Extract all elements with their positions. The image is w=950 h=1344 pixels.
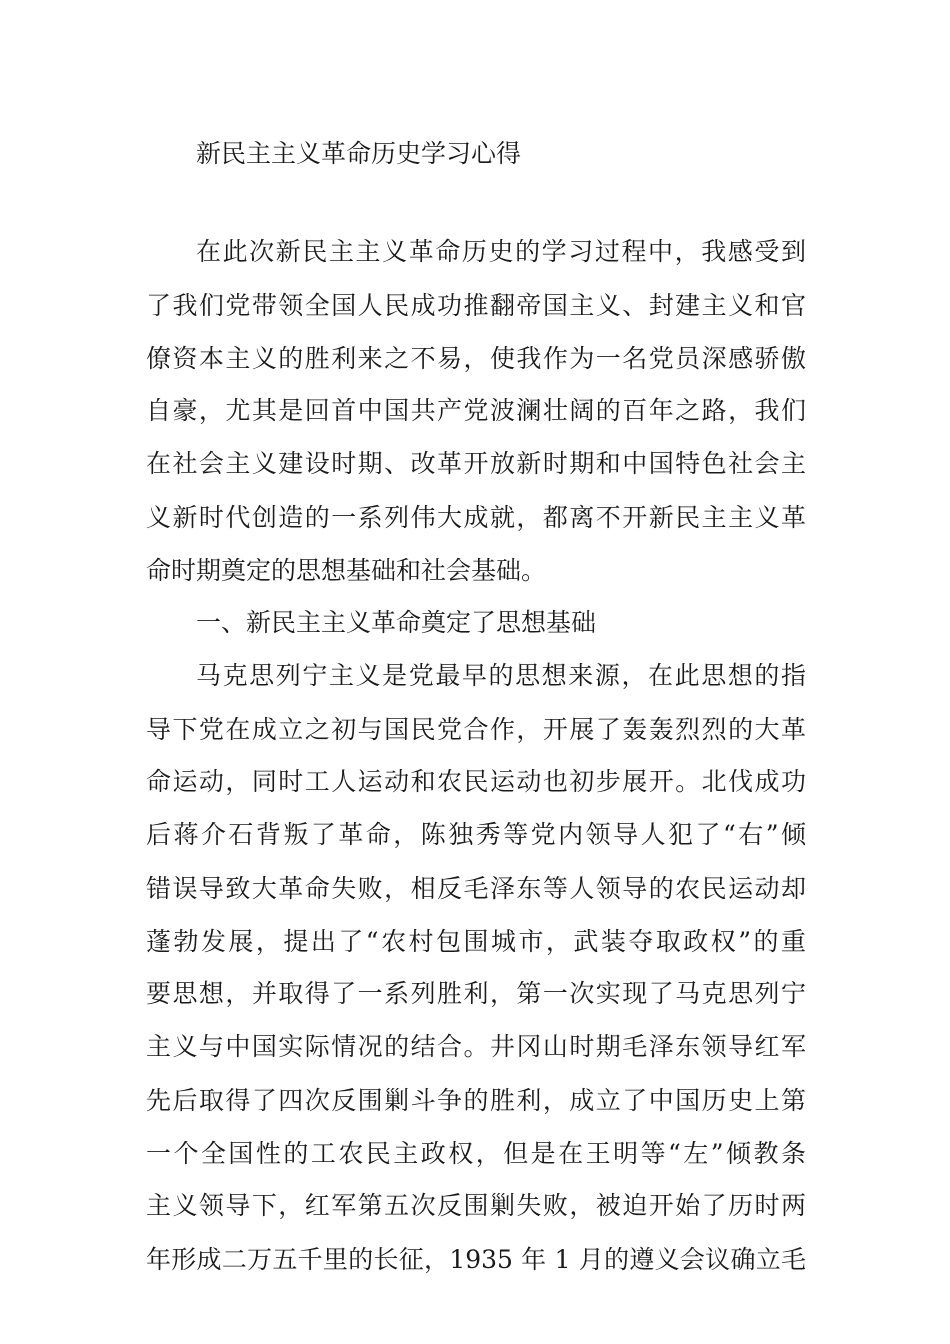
- paragraph-line: 僚资本主义的胜利来之不易，使我作为一名党员深感骄傲: [146, 344, 806, 373]
- paragraph-line: 年形成二万五千里的长征，1935 年 1 月的遵义会议确立毛: [146, 1245, 806, 1274]
- paragraph-line: 先后取得了四次反围剿斗争的胜利，成立了中国历史上第: [146, 1086, 806, 1115]
- paragraph-line: 导下党在成立之初与国民党合作，开展了轰轰烈烈的大革: [146, 715, 806, 744]
- section-heading: 一、新民主主义革命奠定了思想基础: [196, 608, 597, 637]
- paragraph-line: 自豪，尤其是回首中国共产党波澜壮阔的百年之路，我们: [146, 396, 806, 425]
- paragraph-line: 后蒋介石背叛了革命，陈独秀等党内领导人犯了“右”倾: [146, 820, 806, 849]
- paragraph-line: 马克思列宁主义是党最早的思想来源，在此思想的指: [196, 661, 806, 690]
- paragraph-line: 主义领导下，红军第五次反围剿失败，被迫开始了历时两: [146, 1191, 806, 1220]
- paragraph-line: 在社会主义建设时期、改革开放新时期和中国特色社会主: [146, 449, 806, 478]
- paragraph-line: 要思想，并取得了一系列胜利，第一次实现了马克思列宁: [146, 979, 806, 1008]
- paragraph-line: 在此次新民主主义革命历史的学习过程中，我感受到: [196, 237, 806, 266]
- paragraph-line: 蓬勃发展，提出了“农村包围城市，武装夺取政权”的重: [146, 927, 806, 956]
- paragraph-line: 一个全国性的工农民主政权，但是在王明等“左”倾教条: [146, 1139, 806, 1168]
- paragraph-line: 命运动，同时工人运动和农民运动也初步展开。北伐成功: [146, 767, 806, 796]
- document-title: 新民主主义革命历史学习心得: [196, 139, 522, 168]
- paragraph-line: 了我们党带领全国人民成功推翻帝国主义、封建主义和官: [146, 291, 806, 320]
- paragraph-line: 义新时代创造的一系列伟大成就，都离不开新民主主义革: [146, 503, 806, 532]
- paragraph-line: 命时期奠定的思想基础和社会基础。: [146, 556, 547, 585]
- paragraph-line: 主义与中国实际情况的结合。井冈山时期毛泽东领导红军: [146, 1032, 806, 1061]
- paragraph-line: 错误导致大革命失败，相反毛泽东等人领导的农民运动却: [146, 874, 806, 903]
